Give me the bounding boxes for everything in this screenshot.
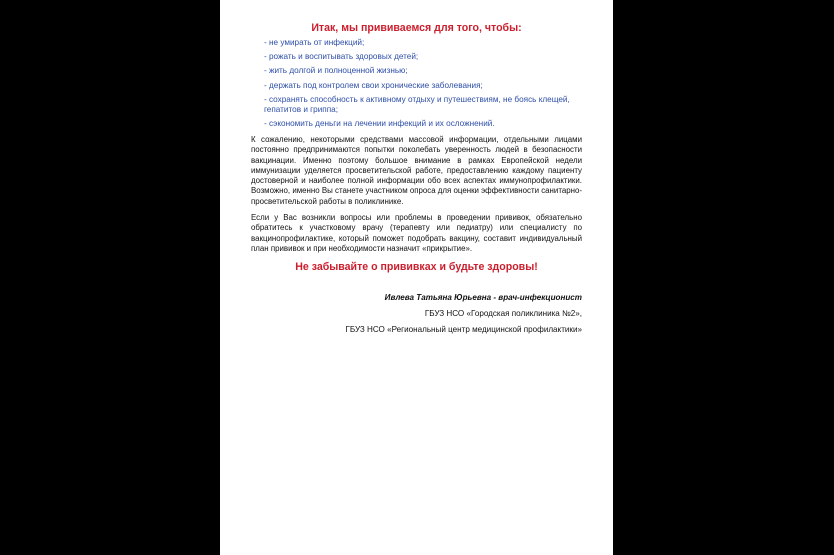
page-heading: Итак, мы прививаемся для того, чтобы: — [311, 22, 522, 34]
slogan: Не забывайте о прививках и будьте здоровы! — [295, 261, 538, 273]
signature-organization: ГБУЗ НСО «Городская поликлиника №2», — [424, 309, 582, 318]
list-item: - сэкономить деньги на лечении инфекций и их осложнений. — [264, 118, 495, 128]
list-item: - не умирать от инфекций; — [264, 38, 365, 47]
body-paragraph: Если у Вас возникли вопросы или проблемы в проведении прививок, обязательно обратитесь к участковому врачу (терапевту или педиатру) или специалисту по вакцинопрофилактике, который поможет подобрать вакцину, составит индивидуальный план прививок и при необходимости назначит «прикрытие». — [251, 213, 582, 253]
list-item: - жить долгой и полноценной жизнью; — [264, 66, 408, 76]
list-item: - держать под контролем свои хронические заболевания; — [264, 80, 483, 90]
list-item: - рожать и воспитывать здоровых детей; — [264, 52, 419, 62]
body-paragraph: К сожалению, некоторыми средствами массовой информации, отдельными лицами постоянно предпринимаются попытки поколебать уверенность людей в безопасности вакцинации. Именно поэтому большое внимание в рамках Европейской недели иммунизации уделяется просветительской работе, предоставлению каждому пациенту достоверной и наиболее полной информации обо всех аспектах иммунопрофилактики. Возможно, именно Вы станете участником опроса для оценки эффективности санитарно-просветительской работы в поликлинике. — [251, 135, 582, 206]
document-page — [220, 0, 613, 555]
signature-name: Ивлева Татьяна Юрьевна - врач-инфекционист — [384, 293, 582, 302]
reasons-list — [264, 38, 584, 133]
signature-organization: ГБУЗ НСО «Региональный центр медицинской профилактики» — [345, 325, 582, 334]
list-item: - сохранять способность к активному отдыху и путешествиям, не боясь клещей, гепатитов и гриппа; — [264, 94, 570, 114]
